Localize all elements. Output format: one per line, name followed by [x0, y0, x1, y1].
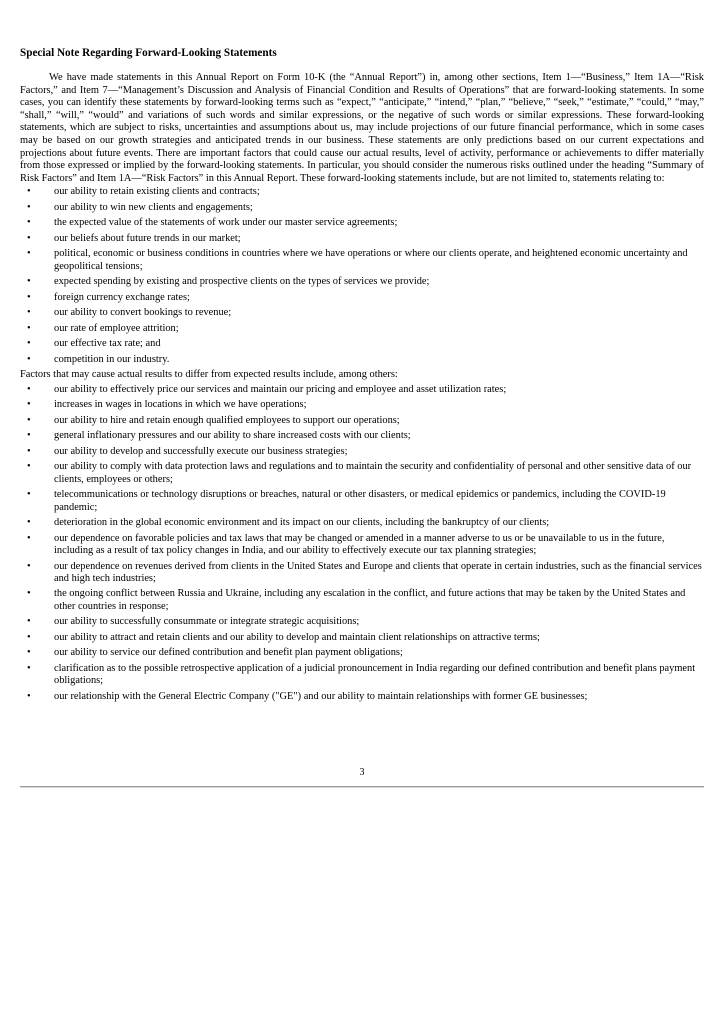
- list-item: [20, 446, 704, 458]
- list-item: [20, 248, 704, 273]
- list-item-text: our effective tax rate; and: [54, 338, 161, 350]
- list-item-text: increases in wages in locations in which we have operations;: [54, 399, 307, 411]
- list-item-text: the ongoing conflict between Russia and Ukraine, including any escalation in the conflict, and future actions that may be taken by the United States and other countries in response;: [54, 588, 686, 612]
- bullet-icon: •: [27, 322, 31, 334]
- list-item-text: political, economic or business conditions in countries where we have operations or where our clients operate, and heightened economic uncertainty and geopolitical tensions;: [54, 248, 688, 272]
- bullet-icon: •: [27, 662, 31, 674]
- list-item: [20, 489, 704, 514]
- list-item: [20, 517, 704, 529]
- bullet-icon: •: [27, 560, 31, 572]
- list-item-text: our ability to hire and retain enough qualified employees to support our operations;: [54, 414, 400, 426]
- bullet-icon: •: [27, 690, 31, 702]
- bullet-icon: •: [27, 217, 31, 229]
- list-item: [20, 233, 704, 245]
- list-item: [20, 276, 704, 288]
- list-item-text: expected spending by existing and prospective clients on the types of services we provide;: [54, 276, 430, 288]
- bullet-icon: •: [27, 399, 31, 411]
- list-item: [20, 307, 704, 319]
- list-item-text: our ability to comply with data protection laws and regulations and to maintain the security and confidentiality of personal and other sensitive data of our clients, employees or others;: [54, 461, 692, 485]
- list-item: [20, 186, 704, 198]
- list-item: [20, 632, 704, 644]
- list-item-text: our ability to convert bookings to revenue;: [54, 307, 232, 319]
- list-item: [20, 338, 704, 350]
- bullet-icon: •: [27, 532, 31, 544]
- bullet-icon: •: [27, 338, 31, 350]
- list-item-text: our ability to service our defined contribution and benefit plan payment obligations;: [54, 647, 403, 659]
- bullet-icon: •: [27, 383, 31, 395]
- list-item-text: the expected value of the statements of work under our master service agreements;: [54, 217, 398, 229]
- list-item-text: our ability to win new clients and engagements;: [54, 201, 253, 213]
- list-item: [20, 415, 704, 427]
- bullet-icon: •: [27, 588, 31, 600]
- bullet-icon: •: [27, 647, 31, 659]
- bullet-icon: •: [27, 461, 31, 473]
- list-item: [20, 323, 704, 335]
- bullet-icon: •: [27, 489, 31, 501]
- bullet-icon: •: [27, 291, 31, 303]
- list-item: [20, 217, 704, 229]
- page-number: 3: [359, 767, 365, 778]
- section-heading: Special Note Regarding Forward-Looking Statements: [20, 47, 277, 59]
- list-item-text: our dependence on favorable policies and tax laws that may be changed or amended in a manner adverse to us or be unavailable to us in the future, including as a result of tax policy changes in India, and our ability to effectively execute our tax planning strategies;: [54, 532, 665, 557]
- bullet-icon: •: [27, 631, 31, 643]
- bullet-icon: •: [27, 353, 31, 365]
- list-item-text: clarification as to the possible retrospective application of a judicial pronouncement in India regarding our defined contribution and benefit plans payment obligations;: [54, 662, 696, 687]
- list-item-text: general inflationary pressures and our ability to share increased costs with our clients;: [54, 430, 411, 442]
- list-item-text: deterioration in the global economic environment and its impact on our clients, including the bankruptcy of our clients;: [54, 517, 550, 529]
- list-item-text: our rate of employee attrition;: [54, 322, 179, 334]
- list-item-text: our relationship with the General Electric Company ("GE") and our ability to maintain relationships with former GE businesses;: [54, 690, 588, 702]
- page-divider: [20, 786, 704, 788]
- list-item: [20, 461, 704, 486]
- list-item: [20, 354, 704, 366]
- list-item: [20, 588, 704, 613]
- bullet-icon: •: [27, 307, 31, 319]
- document-page: [20, 46, 704, 706]
- bullet-icon: •: [27, 445, 31, 457]
- list-item-text: our ability to retain existing clients and contracts;: [54, 186, 260, 198]
- bullet-icon: •: [27, 232, 31, 244]
- factors-intro: Factors that may cause actual results to differ from expected results include, among others:: [20, 369, 398, 381]
- list-item: [20, 616, 704, 628]
- bullet-icon: •: [27, 248, 31, 260]
- bullet-icon: •: [27, 430, 31, 442]
- list-item-text: competition in our industry.: [54, 353, 170, 365]
- list-item-text: foreign currency exchange rates;: [54, 291, 190, 303]
- list-item: [20, 691, 704, 703]
- intro-paragraph: We have made statements in this Annual Report on Form 10-K (the “Annual Report”) in, among other sections, Item 1—“Business,” Item 1A—“Risk Factors,” and Item 7—“Management’s Discussion and Analysis of Financial Condition and Results of Operations” that are forward-looking statements. In some cases, you can identify these statements by forward-looking terms such as “expect,” “anticipate,” “intend,” “plan,” “believe,” “seek,” “estimate,” “could,” “may,” “shall,” “will,” “would” and variations of such words and similar expressions, or the negative of such words or similar expressions. These forward-looking statements, which are subject to risks, uncertainties and assumptions about us, may include projections of our future financial performance, which in some cases may be based on our growth strategies and anticipated trends in our business. These statements are only predictions based on our current expectations and projections about future events. There are important factors that could cause our actual results, level of activity, performance or achievements to differ materially from those expressed or implied by the forward-looking statements. In particular, you should consider the numerous risks outlined under the heading “Summary of Risk Factors” and Item 1A—“Risk Factors” in this Annual Report. These forward-looking statements include, but are not limited to, statements relating to:: [20, 72, 704, 184]
- list-item: [20, 533, 704, 558]
- list-item: [20, 647, 704, 659]
- list-item: [20, 663, 704, 688]
- list-item-text: our ability to effectively price our services and maintain our pricing and employee and asset utilization rates;: [54, 383, 507, 395]
- bullet-icon: •: [27, 201, 31, 213]
- bullet-icon: •: [27, 414, 31, 426]
- statements-list: [20, 186, 704, 366]
- list-item-text: our dependence on revenues derived from clients in the United States and Europe and clients that operate in certain industries, such as the financial services and high tech industries;: [54, 560, 702, 584]
- list-item-text: our ability to attract and retain clients and our ability to develop and maintain client relationships on attractive terms;: [54, 631, 540, 643]
- list-item: [20, 430, 704, 442]
- list-item-text: our ability to successfully consummate or integrate strategic acquisitions;: [54, 616, 360, 628]
- bullet-icon: •: [27, 276, 31, 288]
- bullet-icon: •: [27, 186, 31, 198]
- bullet-icon: •: [27, 616, 31, 628]
- list-item-text: our beliefs about future trends in our market;: [54, 232, 241, 244]
- bullet-icon: •: [27, 517, 31, 529]
- list-item: [20, 384, 704, 396]
- list-item: [20, 202, 704, 214]
- list-item: [20, 561, 704, 586]
- factors-list: [20, 384, 704, 703]
- list-item: [20, 292, 704, 304]
- list-item-text: telecommunications or technology disruptions or breaches, natural or other disasters, or medical epidemics or pandemics, including the COVID-19 pandemic;: [54, 489, 666, 513]
- list-item-text: our ability to develop and successfully execute our business strategies;: [54, 445, 348, 457]
- list-item: [20, 399, 704, 411]
